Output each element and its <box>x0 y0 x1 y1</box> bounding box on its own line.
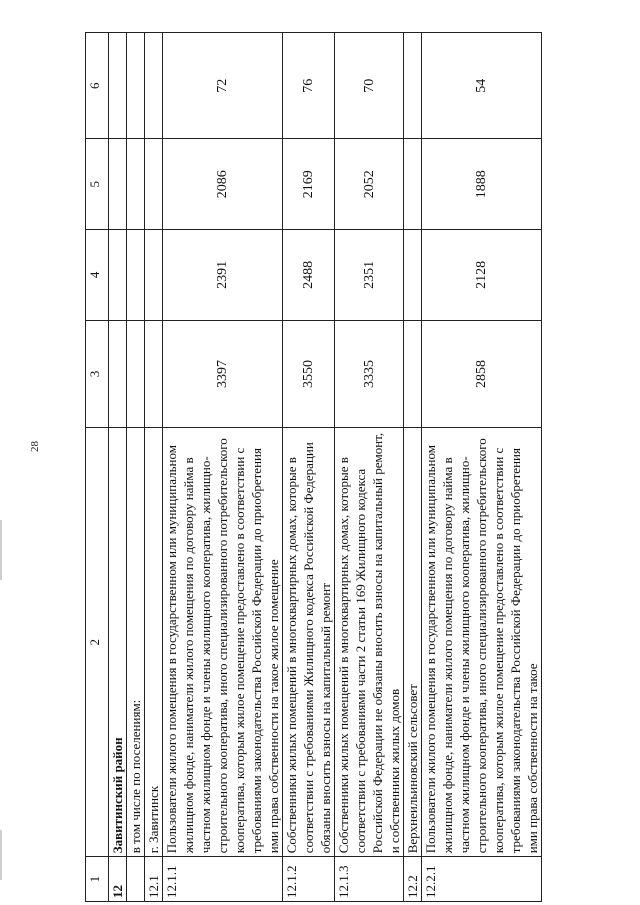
value-col3: 3397 <box>163 320 283 428</box>
row-code <box>127 857 145 902</box>
header-cell: 1 <box>86 857 109 902</box>
rotated-table-wrapper <box>85 32 615 902</box>
empty-cell <box>127 33 145 139</box>
row-description: Пользователи жилого помещения в государственном или муниципальном жилищном фонде, наниматели жилого помещения по договору найма в частном жилищном фонде и члены жилищного кооператива, жилищно-строительного кооператива, иного специализированного потребительского кооператива, которым жилое помещение предоставлено в соответствии с требованиями законодательства Российской Федерации до приобретения ими права собственности на такое <box>422 428 542 857</box>
empty-cell <box>145 230 163 321</box>
empty-cell <box>145 33 163 139</box>
row-code: 12 <box>109 857 127 902</box>
table-row <box>422 33 542 902</box>
value-col3: 2858 <box>422 320 542 428</box>
empty-cell <box>404 320 422 428</box>
scan-edge-mark <box>0 830 2 880</box>
page-number: 28 <box>29 441 41 452</box>
value-col4: 2391 <box>163 230 283 321</box>
table-row <box>109 33 127 902</box>
value-col5: 2169 <box>283 139 335 230</box>
value-col6: 72 <box>163 33 283 139</box>
table-row <box>127 33 145 902</box>
row-description: Верхнеильиновский сельсовет <box>404 428 422 857</box>
empty-cell <box>404 230 422 321</box>
empty-cell <box>127 320 145 428</box>
value-col4: 2128 <box>422 230 542 321</box>
header-cell: 5 <box>86 139 109 230</box>
table-row <box>283 33 335 902</box>
empty-cell <box>127 139 145 230</box>
header-cell: 6 <box>86 33 109 139</box>
row-description: Собственники жилых помещений в многоквартирных домах, которые в соответствии с требованиями части 2 статьи 169 Жилищного кодекса Российской Федерации не обязаны вносить взносы на капитальный ремонт, и собственники жилых домов <box>335 428 404 857</box>
value-col6: 70 <box>335 33 404 139</box>
header-cell: 4 <box>86 230 109 321</box>
header-cell: 3 <box>86 320 109 428</box>
row-code: 12.2.1 <box>422 857 542 902</box>
empty-cell <box>109 33 127 139</box>
header-cell: 2 <box>86 428 109 857</box>
empty-cell <box>145 320 163 428</box>
table-header-row <box>86 33 109 902</box>
row-code: 12.2 <box>404 857 422 902</box>
row-code: 12.1.1 <box>163 857 283 902</box>
row-description: Пользователи жилого помещения в государственном или муниципальном жилищном фонде, наниматели жилого помещения по договору найма в частном жилищном фонде и члены жилищного кооператива, жилищно-строительного кооператива, иного специализированного потребительского кооператива, которым жилое помещение предоставлено в соответствии с требованиями законодательства Российской Федерации до приобретения ими права собственности на такое жилое помещение <box>163 428 283 857</box>
value-col5: 1888 <box>422 139 542 230</box>
row-description: в том числе по поселениям: <box>127 428 145 857</box>
table-row <box>335 33 404 902</box>
row-description: г. Завитинск <box>145 428 163 857</box>
empty-cell <box>127 230 145 321</box>
row-code: 12.1.3 <box>335 857 404 902</box>
value-col4: 2488 <box>283 230 335 321</box>
empty-cell <box>109 320 127 428</box>
value-col4: 2351 <box>335 230 404 321</box>
value-col5: 2086 <box>163 139 283 230</box>
row-code: 12.1 <box>145 857 163 902</box>
value-col6: 54 <box>422 33 542 139</box>
empty-cell <box>109 230 127 321</box>
value-col6: 76 <box>283 33 335 139</box>
row-description: Завитинский район <box>109 428 127 857</box>
row-code: 12.1.2 <box>283 857 335 902</box>
empty-cell <box>404 139 422 230</box>
table-row <box>404 33 422 902</box>
value-col5: 2052 <box>335 139 404 230</box>
table-row <box>145 33 163 902</box>
scan-edge-mark <box>0 520 2 580</box>
tariff-table <box>85 32 542 902</box>
value-col3: 3550 <box>283 320 335 428</box>
empty-cell <box>109 139 127 230</box>
empty-cell <box>404 33 422 139</box>
row-description: Собственники жилых помещений в многоквартирных домах, которые в соответствии с требованиями Жилищного кодекса Российской Федерации обязаны вносить взносы на капитальный ремонт <box>283 428 335 857</box>
value-col3: 3335 <box>335 320 404 428</box>
table-row <box>163 33 283 902</box>
empty-cell <box>145 139 163 230</box>
